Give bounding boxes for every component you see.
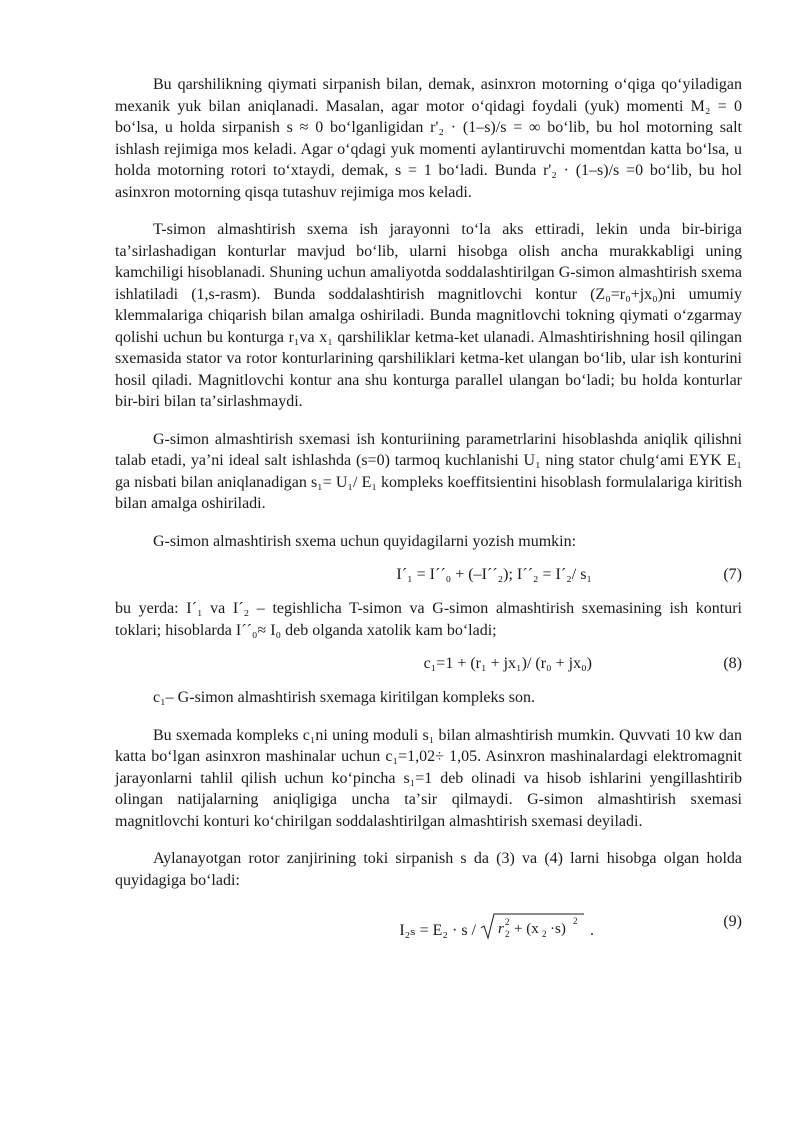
formula-9-expression bbox=[399, 911, 594, 942]
sqrt-dot: ·s) bbox=[550, 921, 566, 937]
sqrt-x-sub: 2 bbox=[542, 929, 547, 939]
sqrt-r-sub: 2 bbox=[505, 929, 510, 939]
formula-8-expression: c₁=1 + (r₁ + jx₁)/ (r₀ + jx₀) bbox=[423, 655, 592, 672]
paragraph-t-scheme: T-simon almashtirish sxema ish jarayonni toʻla aks ettiradi, lekin unda bir-biriga taʼsirlashadigan konturlar mavjud boʻlib, ularni hisobga olish ancha murakkabligi uning kamchiligi hisoblanadi. Shuning uchun amaliyotda soddalashtirilgan G-simon almashtirish sxema ishlatiladi (1,s-rasm). Bunda soddalashtirish magnitlovchi kontur (Z₀=r₀+jx₀)ni umumiy klemmalariga chiqarish bilan amalga oshiriladi. Bunda magnitlovchi tokning qiymati oʻzgarmay qolishi uchun bu konturga r₁va x₁ qarshiliklar ketma-ket ulanadi. Almashtirishning hosil qilingan sxemasida stator va rotor konturlarining qarshiliklari ketma-ket ulangan boʻlib, ular ish konturini hosil qiladi. Magnitlovchi kontur ana shu konturga parallel ulangan boʻladi; bu holda konturlar bir-biri bilan taʼsirlashmaydi. bbox=[115, 221, 742, 410]
sqrt-r-sup: 2 bbox=[505, 917, 510, 927]
sqrt-svg bbox=[480, 911, 586, 941]
sqrt-radical bbox=[480, 911, 586, 941]
sqrt-sup: 2 bbox=[573, 916, 578, 926]
paragraph-g-scheme-accuracy: G-simon almashtirish sxemasi ish konturiining parametrlarini hisoblashda aniqlik qilishni talab etadi, yaʼni ideal salt ishlashda (s=0) tarmoq kuchlanishi U₁ ning stator chulgʻami EYK E₁ ga nisbati bilan aniqlanadigan s₁= U₁/ E₁ kompleks koeffitsientini hisoblash formulalariga kiritish bilan amalga oshiriladi. bbox=[115, 430, 742, 512]
paragraph-c1-definition: c₁– G-simon almashtirish sxemaga kiritilgan kompleks son. bbox=[153, 689, 535, 706]
formula-8 bbox=[115, 653, 742, 677]
paragraph-where: bu yerda: I´₁ va I´₂ – tegishlicha T-simon va G-simon almashtirish sxemasining ish konturi toklari; hisoblarda I´´₀≈ I₀ deb olganda xatolik kam boʻladi; bbox=[115, 600, 742, 639]
paragraph-modulus: Bu sxemada kompleks c₁ni uning moduli s₁ bilan almashtirish mumkin. Quvvati 10 kw dan katta boʻlgan asinxron mashinalar uchun c₁=1,02÷ 1,05. Asinxron mashinalardagi elektromagnit jarayonlarni tahlil qilish uchun koʻpincha s₁=1 deb olinadi va hisob ishlarini yengillashtirib olingan natijalarning aniqligiga uncha taʼsir qilmaydi. G-simon almashtirish sxemasi magnitlovchi konturi koʻchirilgan soddalashtirilgan almashtirish sxemasi deyiladi. bbox=[115, 726, 742, 830]
paragraph-slip-resistance: Bu qarshilikning qiymati sirpanish bilan, demak, asinxron motorning oʻqiga qoʻyiladigan mexanik yuk bilan aniqlanadi. Masalan, agar motor oʻqidagi foydali (yuk) momenti M₂ = 0 boʻlsa, u holda sirpanish s ≈ 0 boʻlganligidan r'₂ · (1–s)/s = ∞ boʻlib, bu hol motorning salt ishlash rejimiga mos keladi. Agar oʻqdagi yuk momenti aylantiruvchi momentdan katta boʻlsa, u holda motorning rotori toʻxtaydi, demak, s = 1 boʻladi. Bunda r'₂ · (1–s)/s =0 boʻlib, bu hol asinxron motorning qisqa tutashuv rejimiga mos keladi. bbox=[115, 76, 742, 201]
sqrt-mid: + (x bbox=[514, 921, 539, 937]
formula-9 bbox=[115, 903, 742, 943]
formula-7-expression: I´₁ = I´´₀ + (–I´´₂); I´´₂ = I´₂/ s₁ bbox=[396, 566, 592, 583]
formula-7-number: (7) bbox=[723, 566, 742, 583]
formula-9-tail: . bbox=[590, 922, 594, 939]
formula-7 bbox=[115, 564, 742, 588]
formula-9-number: (9) bbox=[723, 913, 742, 930]
document-page bbox=[115, 74, 742, 953]
formula-8-number: (8) bbox=[723, 655, 742, 672]
sqrt-r: r bbox=[498, 921, 504, 937]
formula-9-lhs: I₂ₛ = E₂ · s / bbox=[399, 922, 476, 939]
paragraph-rotor-current: Aylanayotgan rotor zanjirining toki sirpanish s da (3) va (4) larni hisobga olgan holda quyidagiga boʻladi: bbox=[115, 850, 742, 889]
paragraph-g-scheme-intro: G-simon almashtirish sxema uchun quyidagilarni yozish mumkin: bbox=[153, 532, 577, 550]
